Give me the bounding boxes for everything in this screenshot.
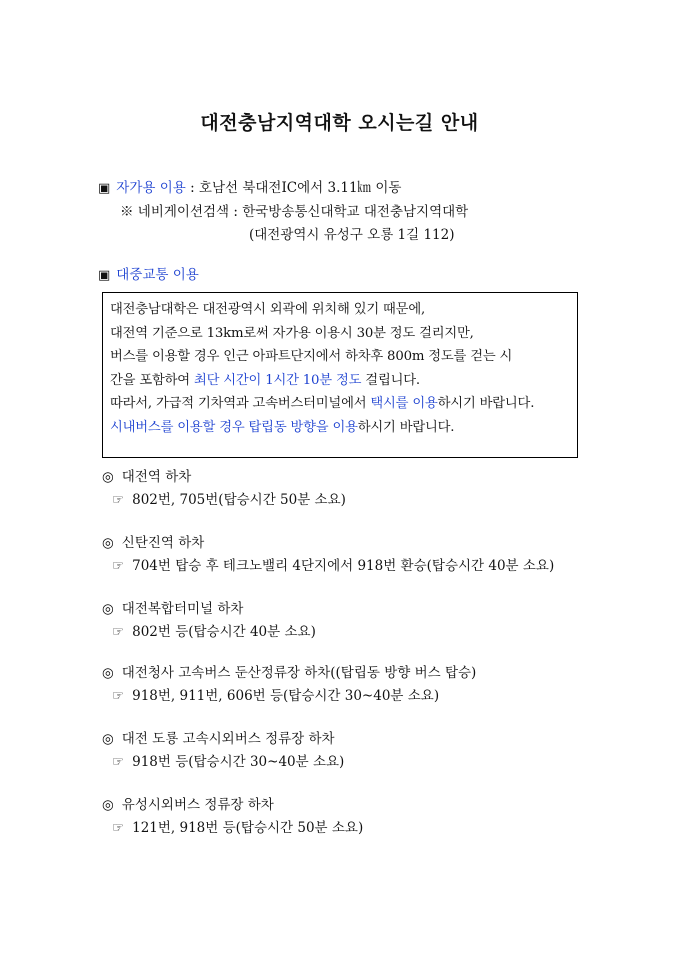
transit-info-highlight-time: 최단 시간이 1시간 10분 정도 bbox=[193, 372, 362, 388]
stop-bus-info: 918번 등(탑승시간 30~40분 소요) bbox=[132, 754, 345, 770]
stop-heading bbox=[102, 597, 243, 617]
stop-bus-info: 802번 등(탑승시간 40분 소요) bbox=[132, 624, 316, 640]
transit-info-line-6 bbox=[110, 416, 571, 440]
square-bullet-icon: ▣ bbox=[98, 268, 111, 283]
transit-info-line-2: 대전역 기준으로 13km로써 자가용 이용시 30분 정도 걸리지만, bbox=[110, 325, 474, 341]
transit-info-line-4-end: 걸립니다. bbox=[361, 372, 420, 388]
double-circle-icon: ◎ bbox=[102, 797, 114, 813]
stop-detail bbox=[112, 488, 346, 508]
stop-heading bbox=[102, 465, 191, 485]
stop-detail bbox=[112, 554, 554, 574]
pointing-hand-icon: ☞ bbox=[112, 492, 125, 508]
stop-name: 대전역 하차 bbox=[121, 469, 192, 485]
pointing-hand-icon: ☞ bbox=[112, 820, 125, 836]
pointing-hand-icon: ☞ bbox=[112, 558, 125, 574]
stop-detail bbox=[112, 620, 316, 640]
car-label: 자가용 이용 bbox=[116, 180, 186, 196]
car-navigation-line: ※ 네비게이션검색 : 한국방송통신대학교 대전충남지역대학 bbox=[120, 204, 469, 220]
stop-heading bbox=[102, 727, 335, 747]
stop-name: 대전 도룡 고속시외버스 정류장 하차 bbox=[121, 731, 335, 747]
page-title: 대전충남지역대학 오시는길 안내 bbox=[200, 112, 479, 134]
stop-detail bbox=[112, 684, 439, 704]
car-route-text: : 호남선 북대전IC에서 3.11㎞ 이동 bbox=[185, 180, 402, 196]
double-circle-icon: ◎ bbox=[102, 665, 114, 681]
transit-info-highlight-bus: 시내버스를 이용할 경우 탑립동 방향을 이용 bbox=[110, 419, 358, 435]
transit-label: 대중교통 이용 bbox=[116, 267, 199, 283]
transit-section-heading bbox=[98, 266, 199, 285]
stop-heading bbox=[102, 661, 476, 681]
stop-bus-info: 121번, 918번 등(탑승시간 50분 소요) bbox=[132, 820, 364, 836]
stop-bus-info: 802번, 705번(탑승시간 50분 소요) bbox=[132, 492, 346, 508]
stop-heading bbox=[102, 793, 274, 813]
transit-info-line-1: 대전충남대학은 대전광역시 외곽에 위치해 있기 때문에, bbox=[110, 302, 425, 317]
transit-info-line-3: 버스를 이용할 경우 인근 아파트단지에서 하차후 800m 정도를 걷는 시 bbox=[110, 349, 513, 365]
transit-info-box bbox=[102, 292, 578, 458]
transit-info-line-5-end: 하시기 바랍니다. bbox=[437, 396, 535, 412]
double-circle-icon: ◎ bbox=[102, 601, 114, 617]
stop-name: 대전복합터미널 하차 bbox=[121, 601, 244, 617]
stop-detail bbox=[112, 816, 363, 836]
pointing-hand-icon: ☞ bbox=[112, 624, 125, 640]
transit-info-line-5 bbox=[110, 392, 571, 416]
stop-name: 대전청사 고속버스 둔산정류장 하차((탑립동 방향 버스 탑승) bbox=[121, 665, 477, 681]
stop-heading bbox=[102, 531, 204, 551]
stop-bus-info: 918번, 911번, 606번 등(탑승시간 30~40분 소요) bbox=[132, 688, 440, 704]
transit-info-line-4-text: 간을 포함하여 bbox=[110, 372, 194, 388]
transit-info-line-5-text: 따라서, 가급적 기차역과 고속버스터미널에서 bbox=[110, 396, 371, 412]
pointing-hand-icon: ☞ bbox=[112, 688, 125, 704]
double-circle-icon: ◎ bbox=[102, 535, 114, 551]
car-address-line: (대전광역시 유성구 오룡 1길 112) bbox=[249, 227, 455, 243]
double-circle-icon: ◎ bbox=[102, 731, 114, 747]
stop-name: 유성시외버스 정류장 하차 bbox=[121, 797, 274, 813]
stop-name: 신탄진역 하차 bbox=[121, 535, 205, 551]
car-section-heading bbox=[98, 179, 401, 198]
pointing-hand-icon: ☞ bbox=[112, 754, 125, 770]
transit-info-line-4 bbox=[110, 369, 571, 393]
double-circle-icon: ◎ bbox=[102, 469, 114, 485]
transit-info-highlight-taxi: 택시를 이용 bbox=[370, 396, 438, 412]
stop-bus-info: 704번 탑승 후 테크노밸리 4단지에서 918번 환승(탑승시간 40분 소요) bbox=[132, 558, 555, 574]
transit-info-line-6-end: 하시기 바랍니다. bbox=[357, 419, 455, 435]
stop-detail bbox=[112, 750, 344, 770]
square-bullet-icon: ▣ bbox=[98, 181, 111, 196]
